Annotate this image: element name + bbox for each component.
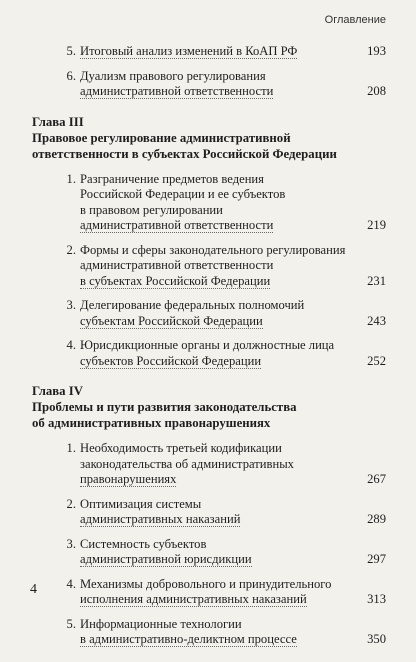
entry-page: 267 — [367, 472, 386, 486]
top-entries — [54, 44, 386, 100]
entry-number: 6. — [66, 68, 76, 83]
entry-title-line: Юрисдикционные органы и должностные лица — [80, 338, 335, 352]
entry-title-line: административной юрисдикции — [80, 552, 252, 566]
chapter-heading — [32, 114, 386, 162]
entry-page: 243 — [367, 313, 386, 328]
page-number: 4 — [30, 582, 37, 597]
entry-title-line: Итоговый анализ изменений в КоАП РФ — [80, 44, 298, 58]
entry-page: 219 — [367, 218, 386, 232]
entry-title-line: в правовом регулировании — [80, 202, 223, 217]
entry-title-line: законодательства об административных — [80, 456, 294, 471]
entry-title-line: Информационные технологии — [80, 616, 242, 631]
entry-title-line: исполнения административных наказаний — [80, 592, 307, 606]
entry-title-line: в субъектах Российской Федерации — [80, 273, 271, 288]
chapter-title-line: об административных правонарушениях — [32, 416, 271, 430]
chapter-4-entries — [54, 441, 386, 648]
entry-page: 297 — [367, 552, 386, 566]
chapter-3-entries — [54, 172, 386, 370]
toc-entry — [54, 497, 386, 528]
entry-number: 1. — [66, 171, 76, 186]
entry-page: 350 — [367, 632, 386, 646]
entry-page: 208 — [367, 84, 386, 98]
entry-title-line: субъектам Российской Федерации — [80, 313, 263, 328]
entry-title-line: в административно-деликтном процессе — [80, 632, 297, 646]
entry-title-line: Разграничение предметов ведения — [80, 171, 264, 186]
toc-entry — [54, 617, 386, 648]
chapter-heading — [32, 383, 386, 431]
entry-title-line: Российской Федерации и ее субъектов — [80, 187, 286, 201]
entry-number: 1. — [66, 441, 76, 455]
entry-number: 3. — [66, 536, 76, 551]
toc-entry — [54, 338, 386, 369]
entry-title-line: субъектов Российской Федерации — [80, 353, 262, 368]
entry-number: 4. — [66, 576, 76, 591]
toc-entry — [54, 172, 386, 234]
running-header: Оглавление — [324, 14, 386, 26]
entry-number: 2. — [66, 242, 76, 257]
toc-entry — [54, 537, 386, 568]
chapter-title-line: ответственности в субъектах Российской Федерации — [32, 146, 337, 161]
entry-title-line: административных наказаний — [80, 512, 241, 526]
entry-page: 252 — [367, 353, 386, 368]
entry-title-line: административной ответственности — [80, 258, 274, 272]
toc-entry — [54, 44, 386, 60]
entry-title-line: Формы и сферы законодательного регулирования — [80, 242, 346, 257]
entry-title-line: административной ответственности — [80, 84, 274, 98]
entry-title-line: Оптимизация системы — [80, 496, 202, 511]
chapter-label: Глава IV — [32, 384, 84, 398]
chapter-title-line: Правовое регулирование административной — [32, 130, 291, 145]
toc-entry — [54, 441, 386, 488]
table-of-contents — [32, 44, 386, 662]
entry-number: 3. — [66, 298, 76, 312]
chapter-title-line: Проблемы и пути развития законодательства — [32, 400, 297, 414]
entry-number: 5. — [66, 44, 76, 58]
entry-title-line: Делегирование федеральных полномочий — [80, 298, 305, 312]
entry-title-line: Системность субъектов — [80, 536, 207, 551]
entry-page: 231 — [367, 273, 386, 288]
entry-title-line: Механизмы добровольного и принудительного — [80, 576, 332, 591]
entry-number: 4. — [66, 338, 76, 352]
toc-entry — [54, 243, 386, 290]
entry-number: 5. — [66, 616, 76, 631]
entry-page: 313 — [367, 592, 386, 606]
toc-entry — [54, 69, 386, 100]
toc-entry — [54, 298, 386, 329]
entry-title-line: правонарушениях — [80, 472, 177, 486]
entry-title-line: Необходимость третьей кодификации — [80, 441, 282, 455]
entry-page: 193 — [367, 44, 386, 58]
entry-number: 2. — [66, 496, 76, 511]
entry-title-line: Дуализм правового регулирования — [80, 68, 266, 83]
entry-title-line: административной ответственности — [80, 218, 274, 232]
chapter-label: Глава III — [32, 114, 84, 129]
entry-page: 289 — [367, 512, 386, 526]
toc-entry — [54, 577, 386, 608]
